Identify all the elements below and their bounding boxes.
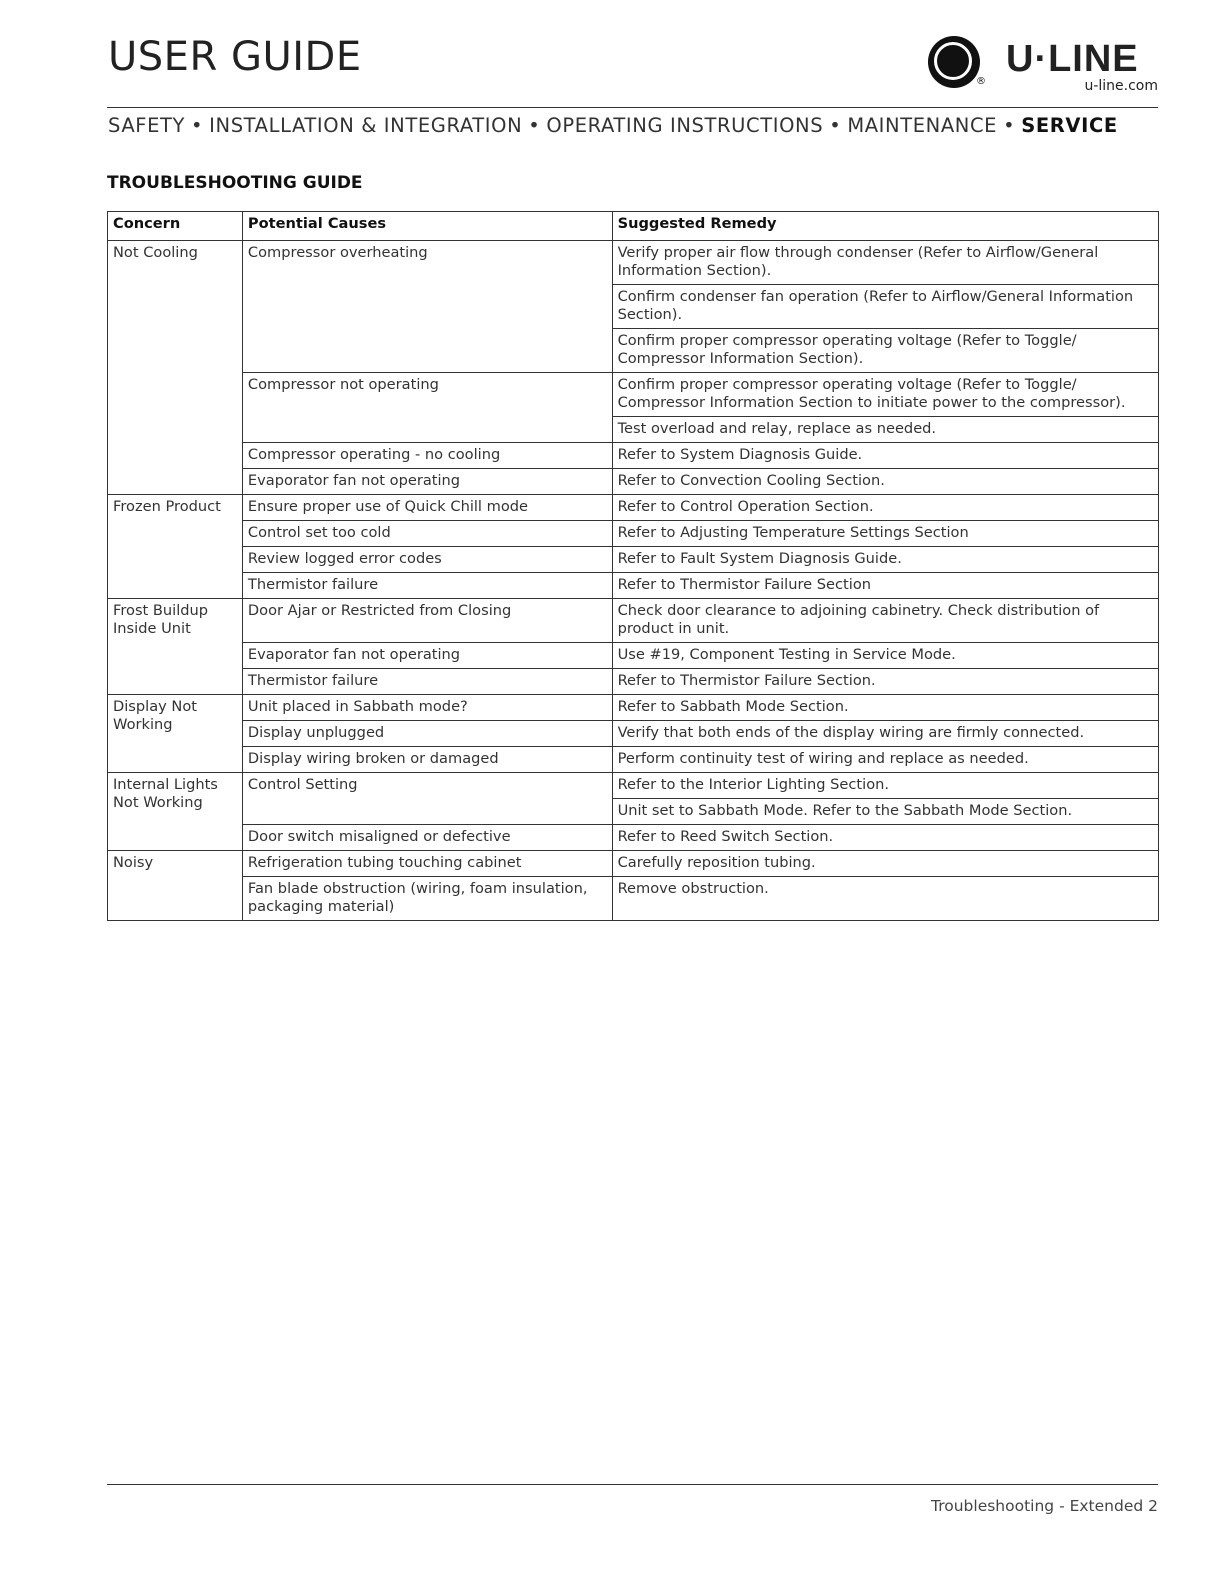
table-row — [108, 443, 1159, 469]
concern-cell: Display Not Working — [108, 695, 243, 773]
cause-cell: Control Setting — [242, 773, 612, 825]
table-row — [108, 573, 1159, 599]
cause-cell: Door switch misaligned or defective — [242, 825, 612, 851]
header-divider — [107, 107, 1158, 108]
remedy-cell: Test overload and relay, replace as needed. — [612, 417, 1158, 443]
remedy-cell: Refer to Adjusting Temperature Settings Section — [612, 521, 1158, 547]
table-row — [108, 669, 1159, 695]
uline-logo-icon — [928, 36, 980, 88]
cause-cell: Control set too cold — [242, 521, 612, 547]
nav-item-safety[interactable]: SAFETY — [108, 114, 186, 137]
concern-cell: Noisy — [108, 851, 243, 921]
section-title: TROUBLESHOOTING GUIDE — [107, 173, 363, 193]
nav-separator: • — [528, 114, 541, 137]
cause-cell: Unit placed in Sabbath mode? — [242, 695, 612, 721]
remedy-cell: Remove obstruction. — [612, 877, 1158, 921]
table-row — [108, 643, 1159, 669]
remedy-cell: Confirm condenser fan operation (Refer to Airflow/General Information Section). — [612, 285, 1158, 329]
remedy-cell: Refer to Sabbath Mode Section. — [612, 695, 1158, 721]
cause-cell: Door Ajar or Restricted from Closing — [242, 599, 612, 643]
remedy-cell: Verify proper air flow through condenser (Refer to Airflow/General Information Section). — [612, 241, 1158, 285]
table-row — [108, 695, 1159, 721]
remedy-cell: Refer to Thermistor Failure Section — [612, 573, 1158, 599]
cause-cell: Ensure proper use of Quick Chill mode — [242, 495, 612, 521]
remedy-cell: Refer to Control Operation Section. — [612, 495, 1158, 521]
remedy-cell: Refer to the Interior Lighting Section. — [612, 773, 1158, 799]
remedy-cell: Check door clearance to adjoining cabinetry. Check distribution of product in unit. — [612, 599, 1158, 643]
concern-cell: Internal Lights Not Working — [108, 773, 243, 851]
table-row — [108, 599, 1159, 643]
table-row — [108, 241, 1159, 285]
remedy-cell: Refer to Convection Cooling Section. — [612, 469, 1158, 495]
header-suggested-remedy: Suggested Remedy — [612, 212, 1158, 241]
remedy-cell: Verify that both ends of the display wiring are firmly connected. — [612, 721, 1158, 747]
table-row — [108, 721, 1159, 747]
header-potential-causes: Potential Causes — [242, 212, 612, 241]
header-concern: Concern — [108, 212, 243, 241]
remedy-cell: Confirm proper compressor operating voltage (Refer to Toggle/ Compressor Information Section). — [612, 329, 1158, 373]
table-row — [108, 773, 1159, 799]
table-row — [108, 825, 1159, 851]
concern-cell: Frost Buildup Inside Unit — [108, 599, 243, 695]
remedy-cell: Carefully reposition tubing. — [612, 851, 1158, 877]
brand-url: u-line.com — [1084, 78, 1158, 94]
concern-cell: Not Cooling — [108, 241, 243, 495]
remedy-cell: Confirm proper compressor operating voltage (Refer to Toggle/ Compressor Information Section to initiate power to the compressor). — [612, 373, 1158, 417]
table-row — [108, 747, 1159, 773]
table-header-row — [108, 212, 1159, 241]
cause-cell: Compressor operating - no cooling — [242, 443, 612, 469]
cause-cell: Review logged error codes — [242, 547, 612, 573]
page-title: USER GUIDE — [108, 34, 362, 80]
cause-cell: Thermistor failure — [242, 669, 612, 695]
nav-item-maintenance[interactable]: MAINTENANCE — [847, 114, 998, 137]
troubleshooting-table — [107, 211, 1159, 921]
brand-logo — [928, 34, 1160, 98]
brand-name: U·LINE — [1006, 38, 1139, 80]
cause-cell: Display wiring broken or damaged — [242, 747, 612, 773]
section-nav — [108, 114, 1118, 137]
remedy-cell: Refer to Fault System Diagnosis Guide. — [612, 547, 1158, 573]
cause-cell: Compressor not operating — [242, 373, 612, 443]
nav-item-service[interactable]: SERVICE — [1021, 114, 1118, 137]
table-row — [108, 851, 1159, 877]
page-footer-label: Troubleshooting - Extended 2 — [931, 1497, 1158, 1515]
nav-separator: • — [829, 114, 842, 137]
table-row — [108, 495, 1159, 521]
nav-separator: • — [191, 114, 204, 137]
nav-item-operating-instructions[interactable]: OPERATING INSTRUCTIONS — [546, 114, 824, 137]
concern-cell: Frozen Product — [108, 495, 243, 599]
nav-item-installation-integration[interactable]: INSTALLATION & INTEGRATION — [209, 114, 523, 137]
footer-divider — [107, 1484, 1158, 1485]
remedy-cell: Use #19, Component Testing in Service Mode. — [612, 643, 1158, 669]
table-row — [108, 521, 1159, 547]
table-row — [108, 469, 1159, 495]
table-row — [108, 877, 1159, 921]
cause-cell: Display unplugged — [242, 721, 612, 747]
remedy-cell: Perform continuity test of wiring and replace as needed. — [612, 747, 1158, 773]
remedy-cell: Unit set to Sabbath Mode. Refer to the Sabbath Mode Section. — [612, 799, 1158, 825]
cause-cell: Compressor overheating — [242, 241, 612, 373]
cause-cell: Evaporator fan not operating — [242, 469, 612, 495]
remedy-cell: Refer to System Diagnosis Guide. — [612, 443, 1158, 469]
table-body — [108, 241, 1159, 921]
cause-cell: Thermistor failure — [242, 573, 612, 599]
cause-cell: Refrigeration tubing touching cabinet — [242, 851, 612, 877]
table-row — [108, 547, 1159, 573]
registered-mark: ® — [976, 76, 986, 87]
nav-separator: • — [1003, 114, 1016, 137]
remedy-cell: Refer to Thermistor Failure Section. — [612, 669, 1158, 695]
cause-cell: Fan blade obstruction (wiring, foam insulation, packaging material) — [242, 877, 612, 921]
cause-cell: Evaporator fan not operating — [242, 643, 612, 669]
remedy-cell: Refer to Reed Switch Section. — [612, 825, 1158, 851]
table-row — [108, 373, 1159, 417]
